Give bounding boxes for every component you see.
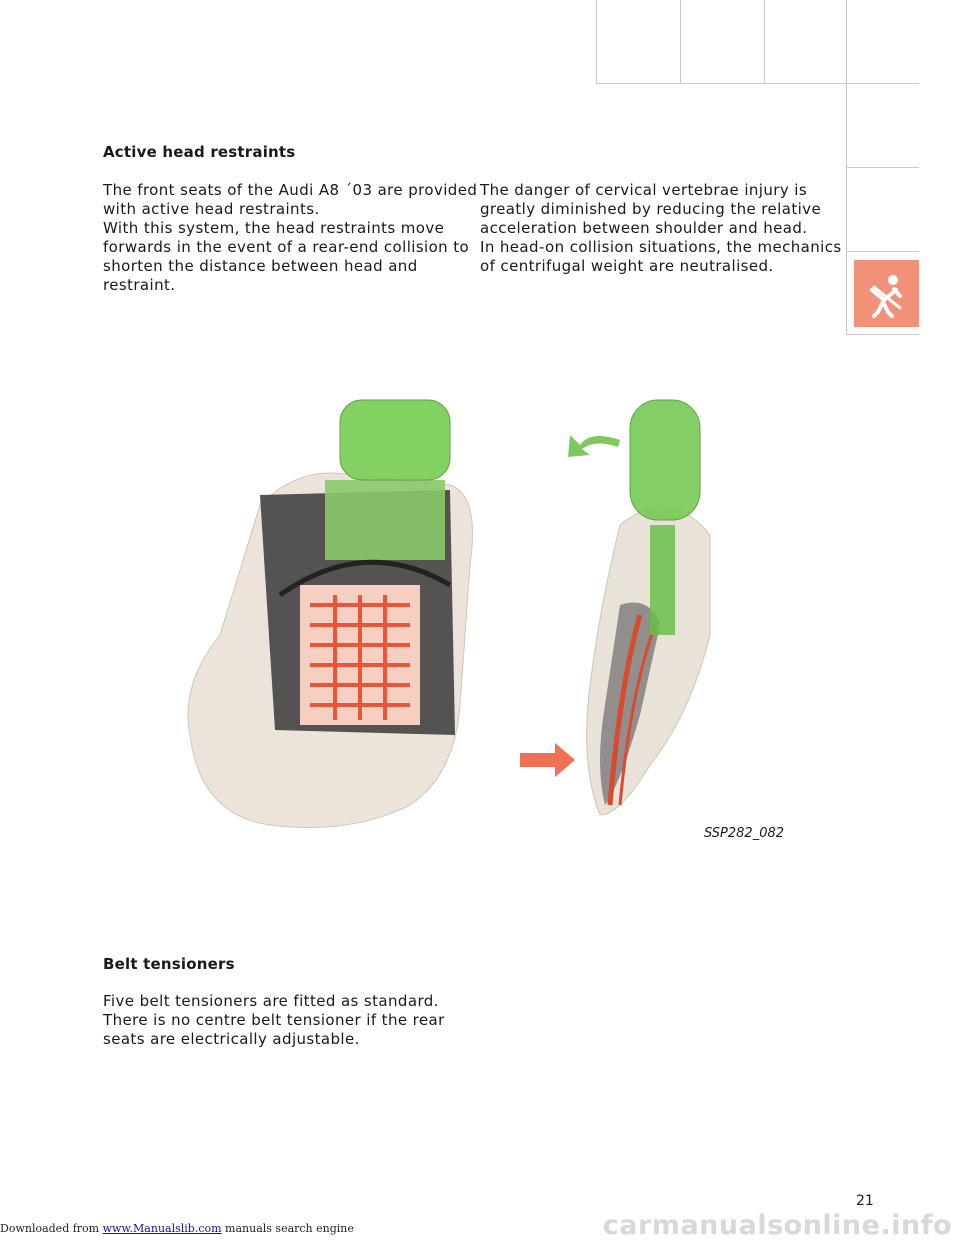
section-heading: Belt tensioners (103, 955, 235, 973)
grid-line (596, 83, 919, 84)
text-line: with active head restraints. (103, 200, 320, 218)
text-line: In head-on collision situations, the mechanics (480, 238, 842, 256)
text-line: greatly diminished by reducing the relative (480, 200, 822, 218)
text-line: forwards in the event of a rear-end collision to (103, 238, 470, 256)
seatbelt-person-icon (854, 260, 919, 327)
grid-line (764, 0, 765, 83)
text-line: shorten the distance between head and (103, 257, 418, 275)
section-heading: Active head restraints (103, 143, 296, 161)
grid-line (596, 0, 597, 83)
grid-line (846, 251, 919, 252)
page-number: 21 (856, 1193, 874, 1209)
text-line: The danger of cervical vertebrae injury is (480, 181, 808, 199)
text-line: The front seats of the Audi A8 ´03 are provided (103, 181, 478, 199)
paragraph-right (480, 181, 842, 276)
text-line: of centrifugal weight are neutralised. (480, 257, 774, 275)
text-line: acceleration between shoulder and head. (480, 219, 808, 237)
text-line: Five belt tensioners are fitted as standard. (103, 992, 439, 1010)
seat-side-view (520, 400, 710, 815)
text-line: With this system, the head restraints move (103, 219, 445, 237)
seat-illustration (150, 385, 800, 845)
seat-front-view (188, 400, 473, 828)
footer-suffix: manuals search engine (221, 1222, 354, 1235)
grid-line (846, 167, 919, 168)
grid-line (680, 0, 681, 83)
text-line: There is no centre belt tensioner if the rear (103, 1011, 445, 1029)
paragraph-left (103, 181, 477, 295)
grid-line (846, 334, 919, 335)
footer (0, 1222, 354, 1235)
watermark: carmanualsonline.info (602, 1210, 952, 1241)
paragraph-belt (103, 992, 445, 1049)
footer-link[interactable]: www.Manualslib.com (102, 1222, 222, 1235)
text-line: seats are electrically adjustable. (103, 1030, 360, 1048)
text-line: restraint. (103, 276, 176, 294)
figure-caption: SSP282_082 (704, 826, 785, 841)
footer-prefix: Downloaded from (0, 1222, 103, 1235)
